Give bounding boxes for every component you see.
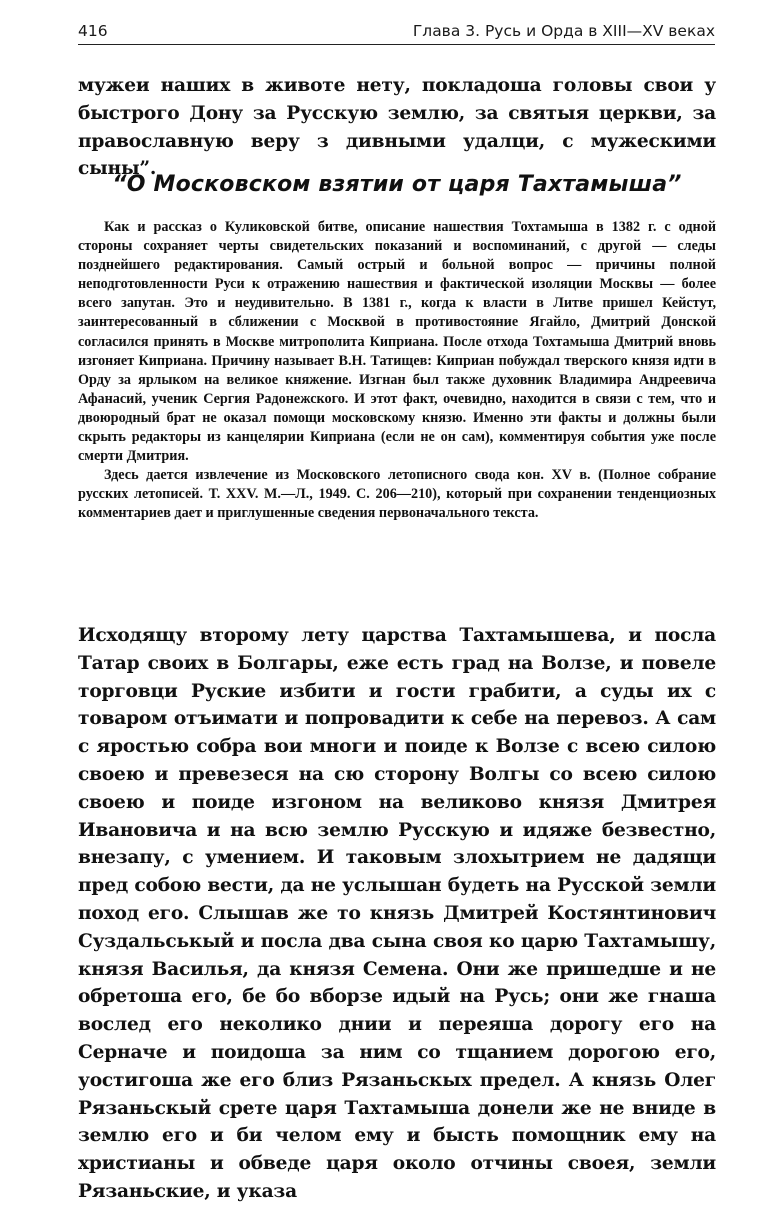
header-rule [78,44,715,45]
running-title: Глава 3. Русь и Орда в XIII—XV веках [412,22,715,40]
chronicle-paragraph: Исходящу второму лету царства Тахтамышева, и посла Татар своих в Болгары, еже есть град на Волзе, и повеле торговци Руские избити и гости грабити, а суды их с товаром отъимати и попровадити к себе на перевоз. А сам с яростью собра вои многи и поиде к Волзе с всею силою своею и превезеся на сю сторону Волгы со всею силою своею и поиде изгоном на великово князя Дмитрея Ивановича и на всю землю Русскую и идяже безвестно, внезапу, с умением. И таковым злохытрием не дадящи пред собою вести, да не услышан будеть на Русской земли поход его. Слышав же то князь Дмитрей Костянтинович Суздальськый и посла два сына своя ко царю Тахтамышу, князя Василья, да князя Семена. Они же пришедше и не обретоша его, бе бо вборзе идый на Русь; они же гнаша вослед его неколико днии и переяша дорогу его на Серначе и поидоша за ним со тщанием дорогою его, уостигоша же его близ Рязаньскых предел. А князь Олег Рязаньскый сретe царя Тахтамыша донели же не вниде в землю его и би челом ему и бысть помощник ему на христианы и обведе царя около отчины своея, земли Рязаньские, и указа [78,625,716,1202]
intro-paragraph-1: Как и рассказ о Куликовской битве, описание нашествия Тохтамыша в 1382 г. с одной стороны сохраняет черты свидетельских показаний и воспоминаний, с другой — следы позднейшего редактирования. Самый острый и больной вопрос — причины полной неподготовленности Руси к отражению нашествия и фактической изоляции Москвы — более всего запутан. Это и неудивительно. В 1381 г., когда к власти в Литве пришел Кейстут, заинтересованный в сближении с Москвой в противостояние Ягайло, Дмитрий Донской согласился принять в Москве митрополита Киприана. После отхода Тохтамыша Дмитрий вновь изгоняет Киприана. Причину называет В.Н. Татищев: Киприан побуждал тверского князя идти в Орду за ярлыком на великое княжение. Изгнан был также духовник Владимира Андреевича Афанасий, ученик Сергия Радонежского. И этот факт, очевидно, находится в связи с тем, что и двоюродный брат не оказал помощи московскому князю. Именно эти факты и должны были скрыть редакторы из канцелярии Киприана (если не он сам), комментируя события уже после смерти Дмитрия. [78,219,716,465]
running-head [78,18,715,44]
intro-paragraph-2: Здесь дается извлечение из Московского летописного свода кон. XV в. (Полное собрание русских летописей. Т. XXV. М.—Л., 1949. С. 206—210), который при сохранении тенденциозных комментариев дает и приглушенные сведения первоначального текста. [78,467,716,522]
top-paragraph: мужеи наших в животе нету, покладоша головы свои у быстрого Дону за Русскую землю, за святыя церкви, за православную веру з дивными удалци, с мужескими сыны”. [78,75,716,180]
page-number: 416 [78,22,108,40]
chronicle-text-block [78,622,716,1206]
section-title: “О Московском взятии от царя Тахтамыша” [112,172,682,197]
editorial-intro [78,218,716,524]
top-paragraph-block [78,72,716,183]
